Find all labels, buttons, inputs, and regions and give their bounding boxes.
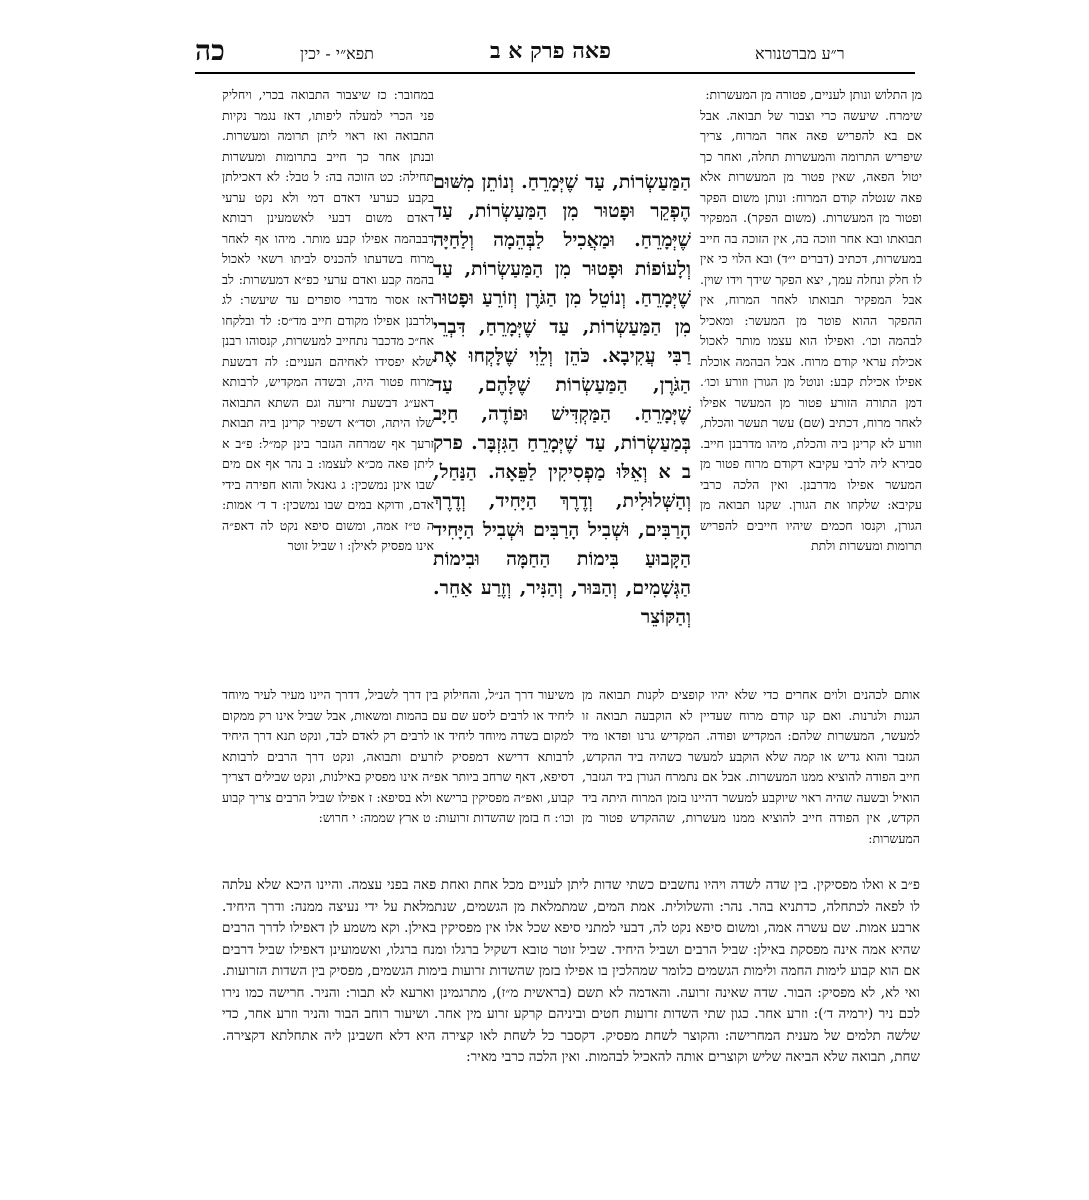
bartenura-bottom-text: אותם לכהנים ולוים אחרים כדי שלא יהיו קופצים לקנות תבואה מן הגנות ולגרנות. ואם קנו קודם מרוח שעדיין לא הוקבעה תבואה זו למעשר, המעשרות שלהם: המקדיש ופודה. המקדיש גרנו ופדאו מיד הגזבר והוא גדיש או קמה שלא הוקבע למעשר כשהיה ביד ההקדש, חייב הפודה להוציא ממנו המעשרות. אבל אם נתמרח הגורן ביד הגזבר, הואיל ובשעה שהיה ראוי שיוקבע למעשר דהיינו בזמן המרוח היתה ביד הקדש, אין הפודה חייב להוציא ממנו מעשרות, שההקדש פטור מן המעשרות: <box>582 687 920 846</box>
page-title: פאה פרק א ב <box>490 38 611 64</box>
bartenura-text: שימרח. שיעשה כרי וצבור של תבואה. אבל אם בא להפריש פאה אחר המרוח, צריך שיפריש התרומה והמעשרות תחלה, ואחר כך יטול הפאה, שאין פטור מן המעשרות אלא פאה שנטלה קודם המרוח: ונותן משום הפקר ופטור מן המעשרות. (משום הפקר). המפקיר תבואתו ובא אחר וזוכה בה, אין הזוכה בה חייב במעשרות, דכתיב (דברים י״ד) ובא הלוי כי אין לו חלק ונחלה עמך, יצא הפקר שידך וידו שוין. אבל המפקיר תבואתו לאחר המרוח, אין ההפקר ההוא פוטר מן המעשר: ומאכיל לבהמה וכו׳. ואפילו הוא עצמו מותר לאכול אכילת עראי קודם מרוח. אבל הבהמה אוכלת אפילו אכילת קבע: ונוטל מן הגורן וזורע וכו׳. דמן התורה הזורע פטור מן המעשר אפילו לאחר מרוח, דכתיב (שם) עשר תעשר והכלת, וזורע לא קרינן ביה והכלת, מיהו מדרבנן חייב. סבירא ליה לרבי עקיבא דקודם מרוח פטור מן המעשר אפילו מדרבנן. ואין הלכה כרבי עקיבא: שלקחו את הגורן. שקנו תבואה מן הגורן, וקנסו חכמים שיהיו חייבים להפריש תרומות ומעשרות ולתת <box>700 107 922 553</box>
tiferet-text: במחובר: כז שיצבור התבואה בכרי, ויחליק פני הכרי למעלה ליפותו, דאז נגמר נקיות התבואה ואז ראוי ליתן תרומה ומעשרות. ובנתן אחר כך חייב בתרומות ומעשרות תחילה: כט הזוכה בה: ל טבל: לא דאכילתן בקבע כערעי דאדם דמי ולא נקט ערעי דאדם משום דבעי לאשמעינן רבותא דבבהמה אפילו קבע מותר. מיהו אף לאחר מרוח בשדעתו להכניס לביתו רשאי לאכול בהמה קבע ואדם ערעי כפ״א דמעשרות: לב דאז אסור מדברי סופרים עד שיעשר: לג ולרבנן אפילו מקודם חייב מד״ס: לד ובלקחו אח״כ מדכבר נתחייב למעשרות, קנסוהו רבנן שלא יפסידו לאחיהם העניים: לה דבשעת מרוח פטור היה, ובשדה המקדיש, לרבותא דאע״ג דבשעת זריעה וגם השתא התבואה שלו היתה, וסד״א דשפיר קרינן ביה תבואת זרעך אף שמרחה הגזבר בינן קמ״ל: פ״ב א ליתן פאה מכ״א לעצמו: ב נהר אף אם מים שבו אינן נמשכין: ג גאנאל והוא חפירה בידי אדם, ודוקא במים שבו נמשכין: ד ד׳ אמות: ה ט״ז אמה, ומשום סיפא נקט לה דאפ״ה אינו מפסיק לאילן: ו שביל זוטר <box>222 87 434 553</box>
mishnah-column <box>433 168 691 668</box>
bartenura-end-text: פ״ב א ואלו מפסיקין. בין שדה לשדה ויהיו נחשבים כשתי שדות ליתן לעניים מכל אחת ואחת פאה בפני עצמה. והיינו היכא שלא עלתה לו לפאה לכתחלה, כדתניא בהר. נהר: והשלולית. אמת המים, שמתמלאת מן הגשמים, שנתמלאת על ידי נעיצה ממנה: ודרך היחיד. ארבע אמות. שם עשרה אמה, ומשום סיפא נקט לה, דבעי למתני סיפא שכל אלו אין מפסיקין באילן. וקא משמע לן דאפילו לדרך הרבים שהיא אמה אינה מפסקת באילן: שביל הרבים ושביל היחיד. שביל זוטר טובא דשקיל ברגלו ומנח ברגלו, ואשמועינן דאפילו שביל דרבים אם הוא קבוע לימות החמה ולימות הגשמים כלומר שמהלכין בו אפילו בזמן שהשדות זרועות בימות הגשמים, מפסיק בין השדות הזרועות. ואי לא, לא מפסיק: הבור. שדה שאינה זרועה. והאדמה לא תשם (בראשית מ״ז), מתרגמינן וארעא לא תבור: והניר. חרישה כמו נירו לכם ניר (ירמיה ד׳): וזרע אחר. כגון שתי השדות זרועות חטים וביניהם קרקע זרוע מין אחר. ושיעור רוחב הבור והניר וזרע אחר, כדי שלשה תלמים של מענית המחרישה: והקוצר לשחת מפסיק. דקסבר כל לשחת לאו קצירה היא דלא חשבינן ליה אתחלתא דקצירה. שחת, תבואה שלא הביאה שליש וקוצרים אותה להאכיל לבהמות. ואין הלכה כרבי מאיר: <box>222 877 920 1065</box>
header-rule <box>195 72 915 74</box>
mishnah-text: הַמַּעַשְׂרוֹת, עַד שֶׁיְּמָרֵחַ. וְנוֹתֵן מִשּׁוּם הֶפְקֵר וּפָטוּר מִן הַמַּעַשְׂרוֹת, עַד שֶׁיְּמָרֵחַ. וּמַאֲכִיל לַבְּהֵמָה וְלַחַיָּה וְלָעוֹפוֹת וּפָטוּר מִן הַמַּעַשְׂרוֹת, עַד שֶׁיְּמָרֵחַ. וְנוֹטֵל מִן הַגֹּרֶן וְזוֹרֵעַ וּפָטוּר מִן הַמַּעַשְׂרוֹת, עַד שֶׁיְּמָרֵחַ, דִּבְרֵי רַבִּי עֲקִיבָא. כֹּהֵן וְלֵוִי שֶׁלָּקְחוּ אֶת הַגֹּרֶן, הַמַּעַשְׂרוֹת שֶׁלָּהֶם, עַד שֶׁיְּמָרֵחַ. הַמַּקְדִּישׁ וּפוֹדֶה, חַיָּב בְּמַעַשְׂרוֹת, עַד שֶׁיְּמָרֵחַ הַגִּזְבָּר. פרק ב א וְאֵלּוּ מַפְסִיקִין לַפֵּאָה. הַנַּחַל, וְהַשְּׁלוּלִית, וְדֶרֶךְ הַיָּחִיד, וְדֶרֶךְ הָרַבִּים, וּשְׁבִיל הָרַבִּים וּשְׁבִיל הַיָּחִיד הַקָּבוּעַ בִּימוֹת הַחַמָּה וּבִימוֹת הַגְּשָׁמִים, וְהַבּוּר, וְהַנִּיר, וְזֶרַע אַחֵר. וְהַקּוֹצֵר <box>433 171 691 628</box>
commentary-label-bartenura: ר״ע מברטנורא <box>755 44 845 63</box>
bartenura-column <box>700 85 922 685</box>
bartenura-bottom <box>582 685 920 875</box>
commentary-label-tiferet: תפא״י - יכין <box>300 44 374 63</box>
tiferet-bottom-text: משיעור דרך הנ״ל, והחילוק בין דרך לשביל, דדרך היינו מעיר לעיר מיוחד ליחיד או לרבים ליסע שם עם בהמות ומשאות, אבל שביל אינו רק ממקום למקום בשדה מיוחד ליחיד או לרבים רק לאדם לבד, ונקט תנא דרך היחיד לרבותא דרישא דמפסיק לזרעים ותבואה, ונקט דרך הרבים לרבותא דסיפא, דאף שרחב ביותר אפ״ה אינו מפסיק באילנות, ונקט שבילים דצריך קבוע, ואפ״ה מפסיקין ברישא ולא בסיפא: ז אפילו שביל הרבים צריך קבוע וכו׳: ח בזמן שהשדות זרועות: ט ארץ שממה: י חרוש: <box>222 687 574 825</box>
page-number: כה <box>195 34 225 67</box>
tiferet-bottom <box>222 685 574 875</box>
bartenura-end <box>222 875 920 1135</box>
mishnah-prefix: מן התלוש ונותן לעניים, פטורה מן המעשרות: <box>705 87 922 102</box>
